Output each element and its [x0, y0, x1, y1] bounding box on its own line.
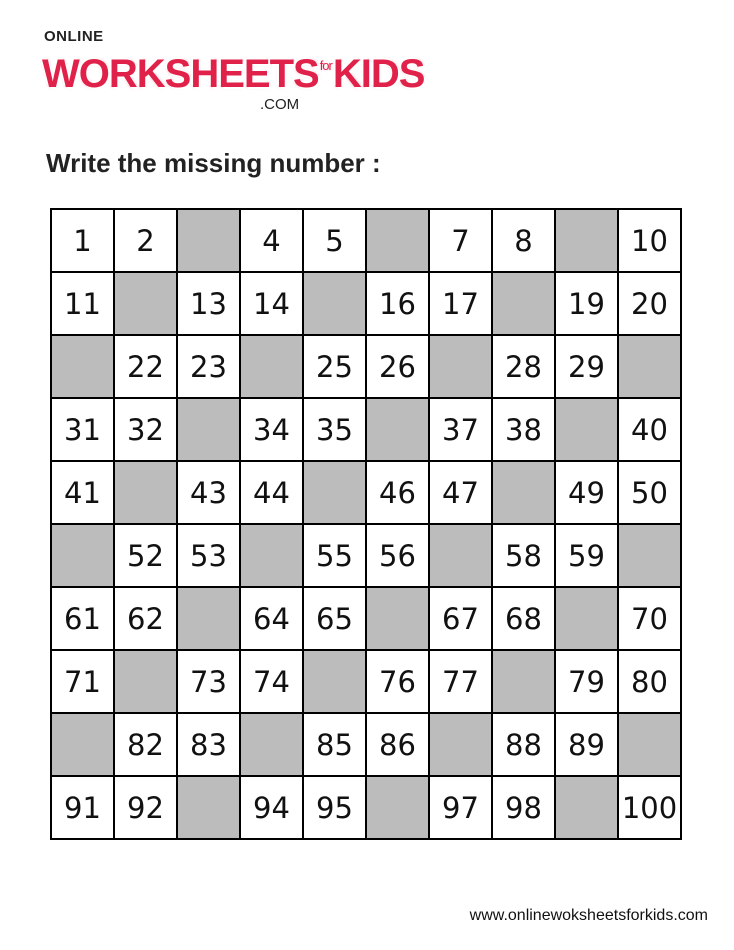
number-cell: 20 [619, 273, 680, 334]
number-cell: 98 [493, 777, 554, 838]
number-cell: 38 [493, 399, 554, 460]
number-cell: 52 [115, 525, 176, 586]
number-cell: 43 [178, 462, 239, 523]
number-cell: 92 [115, 777, 176, 838]
logo-for-text: for [319, 58, 332, 73]
logo-online-text: ONLINE [44, 28, 104, 45]
number-cell: 46 [367, 462, 428, 523]
footer-url: www.onlinewoksheetsforkids.com [469, 907, 708, 924]
missing-number-cell[interactable] [430, 525, 491, 586]
missing-number-cell[interactable] [556, 399, 617, 460]
missing-number-cell[interactable] [178, 588, 239, 649]
number-cell: 56 [367, 525, 428, 586]
missing-number-cell[interactable] [367, 777, 428, 838]
number-cell: 68 [493, 588, 554, 649]
number-cell: 88 [493, 714, 554, 775]
number-cell: 70 [619, 588, 680, 649]
number-cell: 25 [304, 336, 365, 397]
missing-number-cell[interactable] [493, 651, 554, 712]
logo-kids-text: KIDS [332, 52, 425, 96]
number-grid [50, 208, 682, 840]
number-cell: 83 [178, 714, 239, 775]
missing-number-cell[interactable] [178, 777, 239, 838]
number-cell: 23 [178, 336, 239, 397]
missing-number-cell[interactable] [430, 336, 491, 397]
number-cell: 71 [52, 651, 113, 712]
number-cell: 62 [115, 588, 176, 649]
number-cell: 28 [493, 336, 554, 397]
missing-number-cell[interactable] [304, 462, 365, 523]
missing-number-cell[interactable] [115, 273, 176, 334]
missing-number-cell[interactable] [241, 714, 302, 775]
number-cell: 61 [52, 588, 113, 649]
number-cell: 50 [619, 462, 680, 523]
number-cell: 35 [304, 399, 365, 460]
number-cell: 67 [430, 588, 491, 649]
missing-number-cell[interactable] [241, 336, 302, 397]
number-cell: 40 [619, 399, 680, 460]
number-cell: 85 [304, 714, 365, 775]
missing-number-cell[interactable] [367, 210, 428, 271]
missing-number-cell[interactable] [493, 462, 554, 523]
missing-number-cell[interactable] [556, 777, 617, 838]
number-cell: 91 [52, 777, 113, 838]
number-cell: 31 [52, 399, 113, 460]
missing-number-cell[interactable] [304, 651, 365, 712]
number-cell: 64 [241, 588, 302, 649]
number-cell: 10 [619, 210, 680, 271]
missing-number-cell[interactable] [619, 714, 680, 775]
number-cell: 47 [430, 462, 491, 523]
missing-number-cell[interactable] [430, 714, 491, 775]
number-cell: 49 [556, 462, 617, 523]
instruction-heading: Write the missing number : [46, 148, 381, 178]
logo-com-text: .COM [260, 96, 300, 113]
missing-number-cell[interactable] [619, 336, 680, 397]
number-cell: 86 [367, 714, 428, 775]
missing-number-cell[interactable] [367, 588, 428, 649]
logo-wordmark [42, 52, 424, 97]
missing-number-cell[interactable] [115, 651, 176, 712]
number-cell: 77 [430, 651, 491, 712]
number-cell: 5 [304, 210, 365, 271]
number-cell: 29 [556, 336, 617, 397]
number-cell: 59 [556, 525, 617, 586]
missing-number-cell[interactable] [115, 462, 176, 523]
number-cell: 22 [115, 336, 176, 397]
number-cell: 8 [493, 210, 554, 271]
missing-number-cell[interactable] [493, 273, 554, 334]
number-cell: 53 [178, 525, 239, 586]
missing-number-cell[interactable] [178, 210, 239, 271]
number-cell: 34 [241, 399, 302, 460]
number-cell: 37 [430, 399, 491, 460]
number-cell: 95 [304, 777, 365, 838]
number-cell: 2 [115, 210, 176, 271]
number-cell: 7 [430, 210, 491, 271]
number-cell: 17 [430, 273, 491, 334]
number-cell: 19 [556, 273, 617, 334]
logo-worksheets-text: WORKSHEETS [42, 52, 319, 96]
missing-number-cell[interactable] [52, 525, 113, 586]
number-cell: 100 [619, 777, 680, 838]
missing-number-cell[interactable] [178, 399, 239, 460]
number-cell: 76 [367, 651, 428, 712]
number-cell: 32 [115, 399, 176, 460]
missing-number-cell[interactable] [304, 273, 365, 334]
number-cell: 4 [241, 210, 302, 271]
number-cell: 13 [178, 273, 239, 334]
missing-number-cell[interactable] [619, 525, 680, 586]
missing-number-cell[interactable] [52, 336, 113, 397]
number-cell: 41 [52, 462, 113, 523]
number-cell: 97 [430, 777, 491, 838]
number-cell: 11 [52, 273, 113, 334]
missing-number-cell[interactable] [556, 588, 617, 649]
number-cell: 73 [178, 651, 239, 712]
number-cell: 65 [304, 588, 365, 649]
number-cell: 89 [556, 714, 617, 775]
number-cell: 44 [241, 462, 302, 523]
missing-number-cell[interactable] [241, 525, 302, 586]
missing-number-cell[interactable] [367, 399, 428, 460]
number-cell: 82 [115, 714, 176, 775]
number-cell: 79 [556, 651, 617, 712]
number-cell: 94 [241, 777, 302, 838]
site-logo [40, 24, 425, 119]
number-cell: 74 [241, 651, 302, 712]
number-cell: 55 [304, 525, 365, 586]
number-cell: 14 [241, 273, 302, 334]
missing-number-cell[interactable] [52, 714, 113, 775]
number-cell: 1 [52, 210, 113, 271]
missing-number-cell[interactable] [556, 210, 617, 271]
number-cell: 26 [367, 336, 428, 397]
number-cell: 16 [367, 273, 428, 334]
number-cell: 58 [493, 525, 554, 586]
number-cell: 80 [619, 651, 680, 712]
